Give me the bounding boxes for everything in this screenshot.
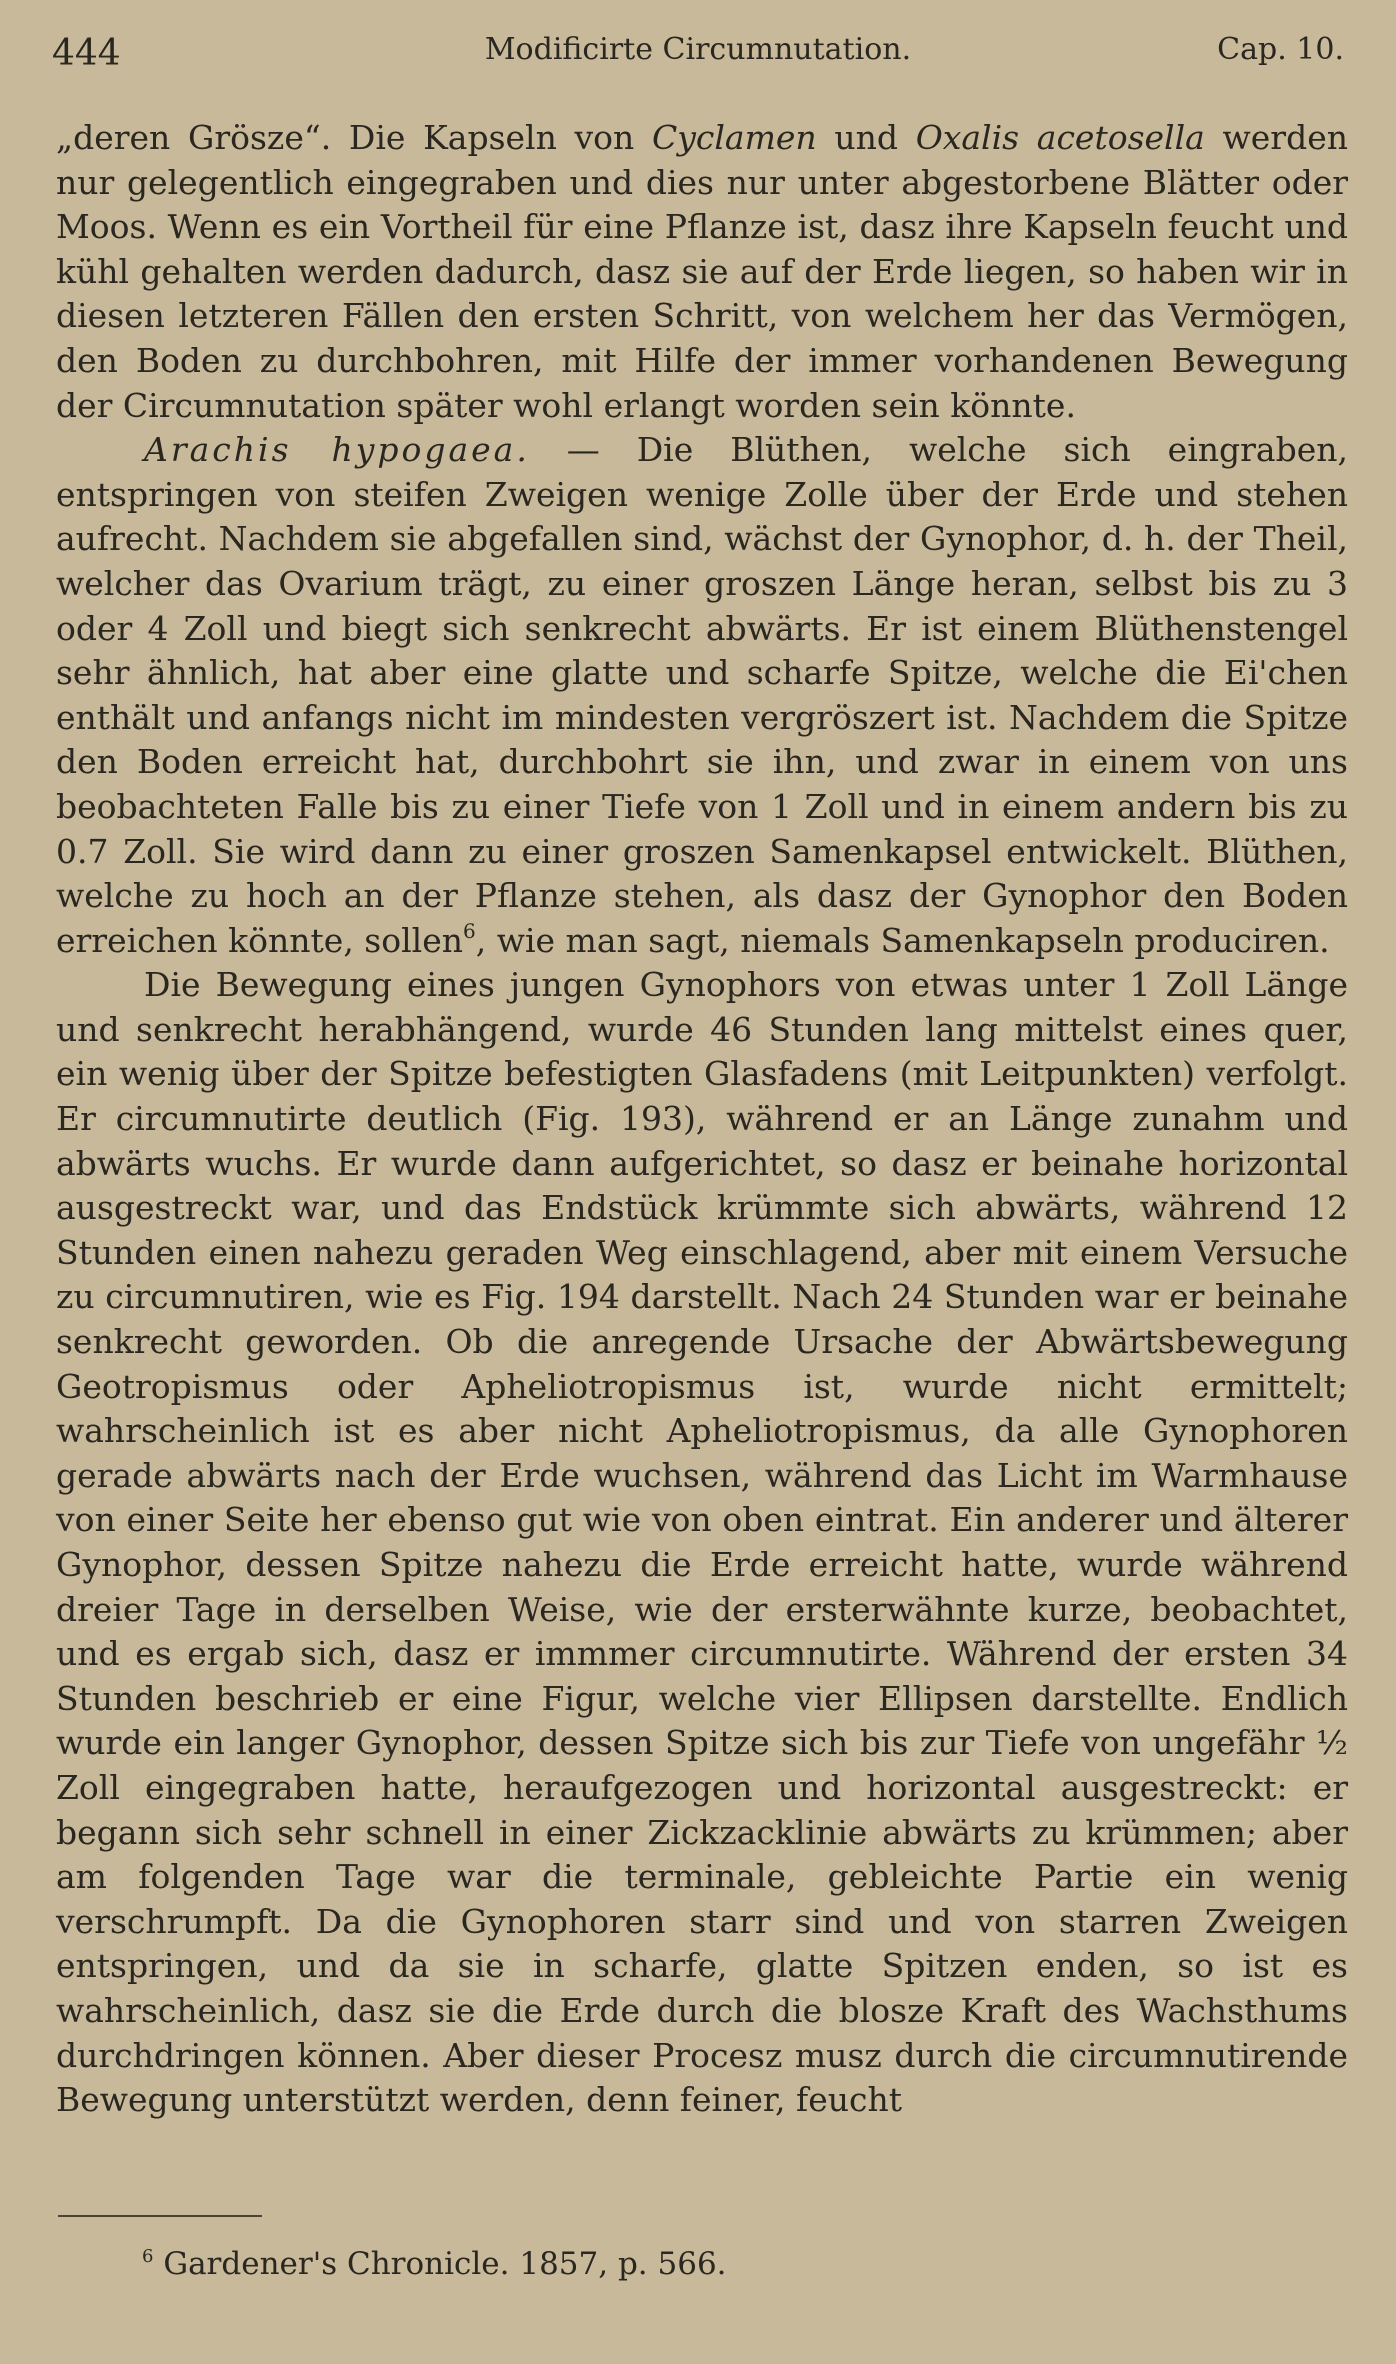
footnote-marker: 6 xyxy=(142,2246,154,2267)
paragraph xyxy=(56,428,1348,963)
paragraph-text: , wie man sagt, niemals Samenkapseln produciren. xyxy=(475,920,1330,960)
footnote xyxy=(142,2244,1242,2284)
body-text xyxy=(56,116,1348,2123)
paragraph-text: — Die Blüthen, welche sich eingraben, entspringen von steifen Zweigen wenige Zolle über der Erde und stehen aufrecht. Nachdem sie abgefallen sind, wächst der Gynophor, d. h. der Theil, welcher das Ovarium trägt, zu einer groszen Länge heran, selbst bis zu 3 oder 4 Zoll und biegt sich senkrecht abwärts. Er ist einem Blüthenstengel sehr ähnlich, hat aber eine glatte und scharfe Spitze, welche die Ei'chen enthält und anfangs nicht im mindesten vergröszert ist. Nachdem die Spitze den Boden erreicht hat, durchbohrt sie ihn, und zwar in einem von uns beobachteten Falle bis zu einer Tiefe von 1 Zoll und in einem andern bis zu 0.7 Zoll. Sie wird dann zu einer groszen Samenkapsel entwickelt. Blüthen, welche zu hoch an der Pflanze stehen, als dasz der Gynophor den Boden erreichen könnte, sollen xyxy=(56,430,1348,960)
paragraph-text: Die Bewegung eines jungen Gynophors von etwas unter 1 Zoll Länge und senkrecht herabhängend, wurde 46 Stunden lang mittelst eines quer, ein wenig über der Spitze befestigten Glasfadens (mit Leitpunkten) verfolgt. Er circumnutirte deutlich (Fig. 193), während er an Länge zunahm und abwärts wuchs. Er wurde dann aufgerichtet, so dasz er beinahe horizontal ausgestreckt war, und das Endstück krümmte sich abwärts, während 12 Stunden einen nahezu geraden Weg einschlagend, aber mit einem Versuche zu circumnutiren, wie es Fig. 194 darstellt. Nach 24 Stunden war er beinahe senkrecht geworden. Ob die anregende Ursache der Abwärtsbewegung Geotropismus oder Apheliotropismus ist, wurde nicht ermittelt; wahrscheinlich ist es aber nicht Apheliotropismus, da alle Gynophoren gerade abwärts nach der Erde wuchsen, während das Licht im Warmhause von einer Seite her ebenso gut wie von oben eintrat. Ein anderer und älterer Gynophor, dessen Spitze nahezu die Erde erreicht hatte, wurde während dreier Tage in derselben Weise, wie der ersterwähnte kurze, beobachtet, und es ergab sich, dasz er immmer circumnutirte. Während der ersten 34 Stunden beschrieb er eine Figur, welche vier Ellipsen darstellte. Endlich wurde ein langer Gynophor, dessen Spitze sich bis zur Tiefe von ungefähr ½ Zoll eingegraben hatte, heraufgezogen und horizontal ausgestreckt: er begann sich sehr schnell in einer Zickzacklinie abwärts zu krümmen; aber am folgenden Tage war die terminale, gebleichte Partie ein wenig verschrumpft. Da die Gynophoren starr sind und von starren Zweigen entspringen, und da sie in scharfe, glatte Spitzen enden, so ist es wahrscheinlich, dasz sie die Erde durch die blosze Kraft des Wachsthums durchdringen können. Aber dieser Procesz musz durch die circumnutirende Bewegung unterstützt werden, denn feiner, feucht xyxy=(56,965,1348,2120)
page-number: 444 xyxy=(52,33,121,74)
footnote-rule xyxy=(58,2215,262,2217)
footnote-text: Gardener's Chronicle. 1857, p. 566. xyxy=(163,2246,727,2282)
running-header xyxy=(52,24,1344,76)
italic-text: Arachis hypogaea. xyxy=(144,430,530,470)
italic-text: Cyclamen xyxy=(652,118,817,157)
paragraph-text: „deren Grösze“. Die Kapseln von xyxy=(56,118,652,157)
paragraph-text: und xyxy=(816,118,916,157)
italic-text: Oxalis acetosella xyxy=(915,118,1205,157)
paragraph xyxy=(56,963,1348,2122)
footnote-reference: 6 xyxy=(463,918,476,943)
paragraph xyxy=(56,116,1348,428)
chapter-label: Cap. 10. xyxy=(1217,32,1344,67)
paragraph-text: werden nur gelegentlich eingegraben und dies nur unter abgestorbene Blätter oder Moos. Wenn es ein Vortheil für eine Pflanze ist, dasz ihre Kapseln feucht und kühl gehalten werden dadurch, dasz sie auf der Erde liegen, so haben wir in diesen letzteren Fällen den ersten Schritt, von welchem her das Vermögen, den Boden zu durchbohren, mit Hilfe der immer vorhandenen Bewegung der Circumnutation später wohl erlangt worden sein könnte. xyxy=(56,118,1348,425)
running-title: Modificirte Circumnutation. xyxy=(484,32,912,67)
